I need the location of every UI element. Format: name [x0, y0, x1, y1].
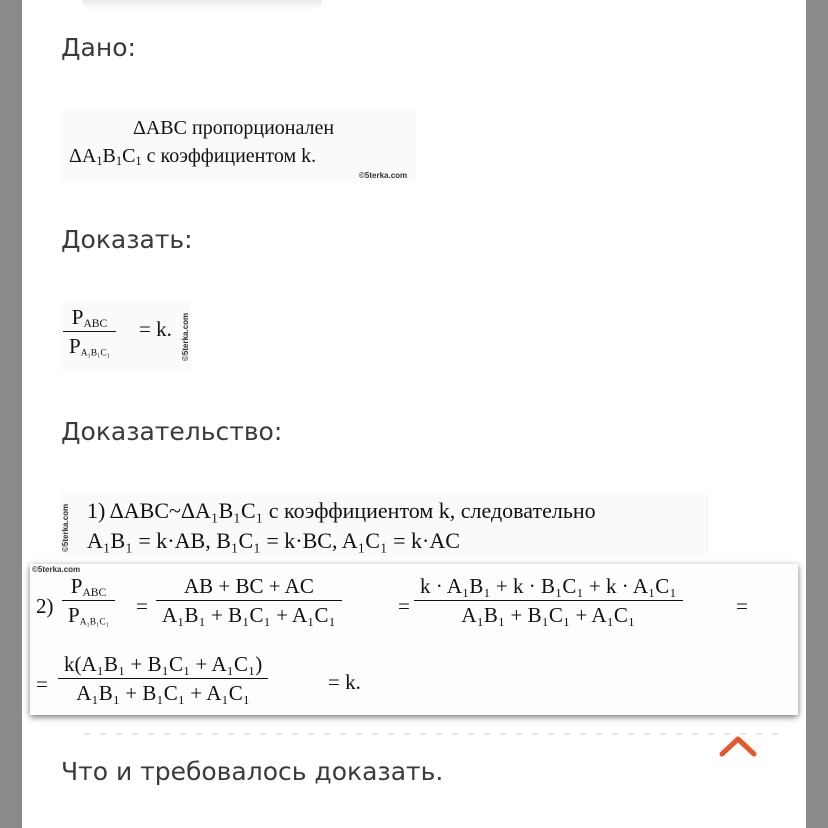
proof-step1-line-1: 1) ΔABC~ΔA₁B₁C₁ с коэффициентом k, следовательно	[87, 498, 596, 523]
scaled-sides-fraction: k · A₁B₁ + k · B₁C₁ + k · A₁C₁ A₁B₁ + B₁C₁ + A₁C₁	[414, 574, 683, 627]
step-number: 2)	[36, 594, 54, 618]
given-heading: Дано:	[61, 33, 136, 62]
conclusion-heading: Что и требовалось доказать.	[61, 757, 444, 786]
proof-step1-image	[61, 494, 709, 556]
scroll-to-top-button[interactable]	[712, 728, 764, 764]
sides-sum-fraction: AB + BC + AC A₁B₁ + B₁C₁ + A₁C₁	[156, 574, 342, 627]
given-line-2: $\Delta A_1B_1C_1$ с коэффициентом k.	[69, 145, 317, 169]
proof-step1-line-2: A₁B₁ = k·AB, B₁C₁ = k·BC, A₁C₁ = k·AC	[87, 528, 460, 553]
equals-3: =	[736, 594, 748, 618]
chevron-up-icon	[718, 734, 758, 758]
equals-2: =	[398, 594, 410, 618]
top-shade	[82, 0, 322, 10]
equals-1: =	[136, 594, 148, 618]
prove-formula-image	[61, 303, 191, 371]
proof-heading: Доказательство:	[61, 417, 283, 446]
result: = k.	[328, 670, 361, 694]
proof-step1-watermark: ©5terka.com	[61, 503, 70, 552]
given-line-1: ΔABC пропорционален	[133, 117, 335, 139]
factored-fraction: k(A₁B₁ + B₁C₁ + A₁C₁) A₁B₁ + B₁C₁ + A₁C₁	[58, 652, 268, 705]
perimeter-ratio-fraction: $P_{ABC}$ $P_{A_1B_1C_1}$	[62, 574, 115, 627]
proof-step2-image[interactable]	[30, 564, 798, 715]
given-watermark: ©5terka.com	[359, 171, 408, 180]
prove-rhs: = k.	[139, 317, 172, 341]
proof-step2-watermark: ©5terka.com	[32, 565, 81, 574]
prove-fraction: $P_{ABC}$ $P_{A_1B_1C_1}$	[63, 305, 116, 358]
prove-watermark: ©5terka.com	[181, 312, 190, 361]
faint-divider	[84, 733, 784, 735]
equals-4: =	[36, 672, 48, 696]
prove-heading: Доказать:	[61, 225, 193, 254]
given-formula-image	[61, 111, 416, 180]
